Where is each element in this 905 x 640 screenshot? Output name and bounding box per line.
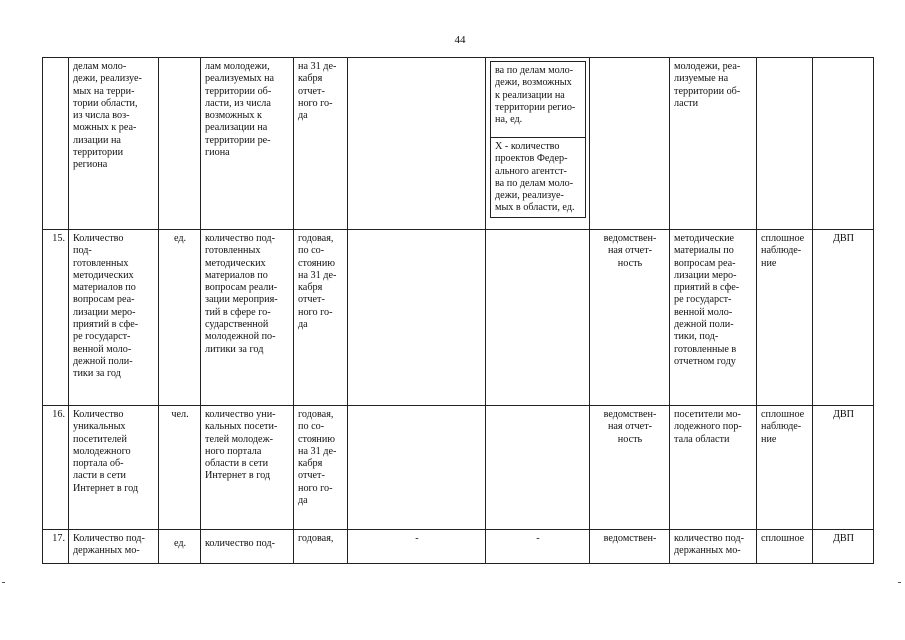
symbols-cell — [486, 230, 590, 406]
responsible: ДВП — [813, 406, 874, 530]
unit — [159, 58, 201, 230]
periodicity: годовая, по со- стоянию на 31 де- кабря отчет- ного го- да — [294, 406, 348, 530]
unit: ед. — [159, 530, 201, 564]
row-number: 17. — [43, 530, 69, 564]
row-number: 16. — [43, 406, 69, 530]
responsible: ДВП — [813, 230, 874, 406]
indicators-table — [42, 57, 874, 564]
unit: ед. — [159, 230, 201, 406]
collection-method: сплошное — [757, 530, 813, 564]
formula — [348, 406, 486, 530]
periodicity: годовая, по со- стоянию на 31 де- кабря отчет- ного го- да — [294, 230, 348, 406]
responsible: ДВП — [813, 530, 874, 564]
periodicity: годовая, — [294, 530, 348, 564]
collection-method: сплошное наблюде- ние — [757, 230, 813, 406]
collection-method — [757, 58, 813, 230]
table-row — [43, 406, 874, 530]
symbol-definition: Х - количество проектов Федер- ального агентст- ва по делам моло- дежи, реализуе- мых в области, ед. — [491, 138, 586, 218]
population: молодежи, реа- лизуемые на территории об- ласти — [670, 58, 757, 230]
row-number: 15. — [43, 230, 69, 406]
table-row — [43, 58, 874, 230]
row-number — [43, 58, 69, 230]
table-row — [43, 230, 874, 406]
responsible — [813, 58, 874, 230]
symbols-cell: - — [486, 530, 590, 564]
population: количество под- держанных мо- — [670, 530, 757, 564]
symbols-cell — [486, 58, 590, 230]
data-source: ведомствен- ная отчет- ность — [590, 230, 670, 406]
symbols-cell — [486, 406, 590, 530]
indicator-definition: количество под- готовленных методических материалов по вопросам реали- зации мероприя- тий в сфере го- сударственной молодежной по- литики за год — [201, 230, 294, 406]
indicator-name: Количество под- готовленных методических материалов по вопросам реа- лизации меро- приятий в сфе- ре государст- венной моло- дежной поли- тики за год — [69, 230, 159, 406]
scan-mark-left — [2, 582, 5, 583]
data-source: ведомствен- — [590, 530, 670, 564]
unit: чел. — [159, 406, 201, 530]
scan-mark-right — [898, 582, 901, 583]
symbol-definition: ва по делам моло- дежи, возможных к реализации на территории регио- на, ед. — [491, 62, 586, 138]
formula — [348, 230, 486, 406]
periodicity: на 31 де- кабря отчет- ного го- да — [294, 58, 348, 230]
formula — [348, 58, 486, 230]
page-number: 44 — [454, 34, 466, 46]
population: методические материалы по вопросам реа- лизации меро- приятий в сфе- ре государст- венной моло- дежной поли- тики, под- готовленные в отчетном году — [670, 230, 757, 406]
table-row — [43, 530, 874, 564]
indicator-definition: количество под- — [201, 530, 294, 564]
population: посетители мо- лодежного пор- тала области — [670, 406, 757, 530]
data-source — [590, 58, 670, 230]
indicator-name: делам моло- дежи, реализуе- мых на терри- тории области, из числа воз- можных к реа- лизации на территории региона — [69, 58, 159, 230]
collection-method: сплошное наблюде- ние — [757, 406, 813, 530]
indicator-definition: количество уни- кальных посети- телей молодеж- ного портала области в сети Интернет в год — [201, 406, 294, 530]
indicator-definition: лам молодежи, реализуемых на территории об- ласти, из числа возможных к реализации на территории ре- гиона — [201, 58, 294, 230]
data-source: ведомствен- ная отчет- ность — [590, 406, 670, 530]
indicator-name: Количество под- держанных мо- — [69, 530, 159, 564]
indicator-name: Количество уникальных посетителей молодежного портала об- ласти в сети Интернет в год — [69, 406, 159, 530]
formula: - — [348, 530, 486, 564]
